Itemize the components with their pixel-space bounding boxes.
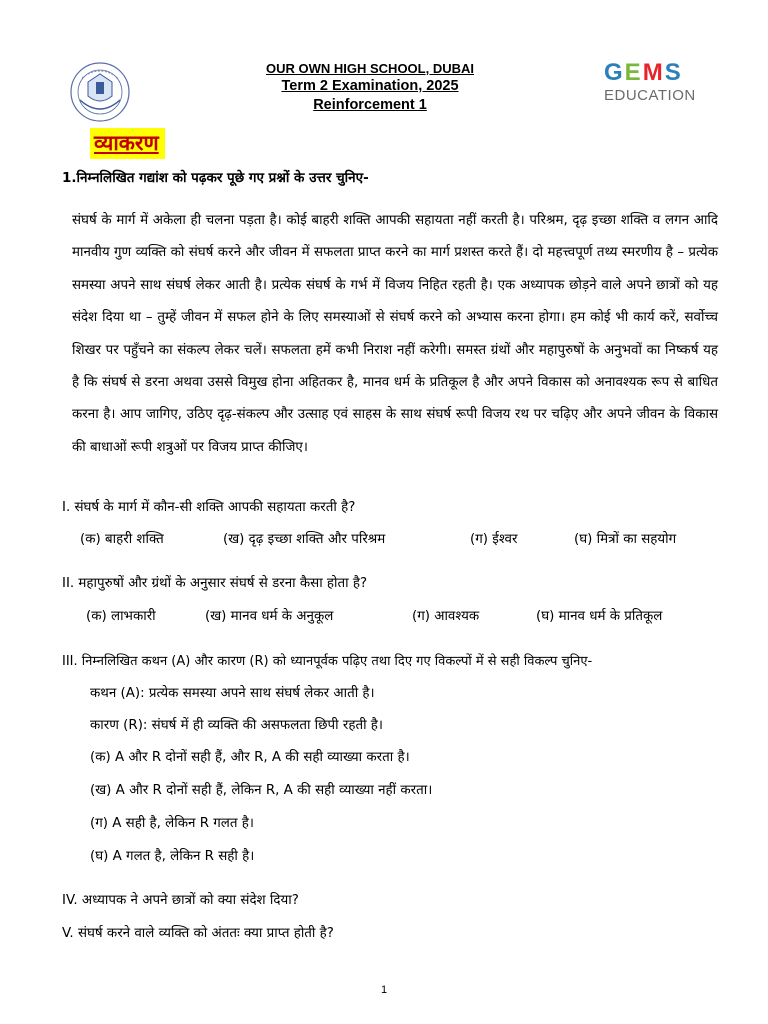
school-name: OUR OWN HIGH SCHOOL, DUBAI bbox=[266, 61, 474, 76]
gems-wordmark bbox=[604, 59, 704, 86]
exam-header bbox=[200, 60, 540, 115]
question-i-option-d: (घ) मित्रों का सहयोग bbox=[574, 532, 677, 547]
question-i-option-b: (ख) दृढ़ इच्छा शक्ति और परिश्रम bbox=[223, 532, 386, 547]
section-title: व्याकरण bbox=[90, 128, 165, 159]
question-v: V. संघर्ष करने वाले व्यक्ति को अंततः क्या प्राप्त होती है? bbox=[62, 926, 334, 941]
reinforcement-label: Reinforcement 1 bbox=[313, 97, 427, 113]
gems-letter-g: G bbox=[604, 59, 623, 86]
gems-education-logo bbox=[604, 59, 704, 104]
assertion-text: कथन (A): प्रत्येक समस्या अपने साथ संघर्ष लेकर आती है। bbox=[90, 686, 375, 701]
passage-text: संघर्ष के मार्ग में अकेला ही चलना पड़ता है। कोई बाहरी शक्ति आपकी सहायता नहीं करती है। परिश्रम, दृढ़ इच्छा शक्ति व लगन आदि मानवीय गुण व्यक्ति को संघर्ष करने और जीवन में सफलता प्राप्त करने का मार्ग प्रशस्त करते हैं। दो महत्त्वपूर्ण तथ्य स्मरणीय है – प्रत्येक समस्या अपने साथ संघर्ष लेकर आती है। प्रत्येक संघर्ष के गर्भ में विजय निहित रहती है। एक अध्यापक छोड़ने वाले अपने छात्रों को यह संदेश दिया था – तुम्हें जीवन में सफल होने के लिए समस्याओं से संघर्ष करने को अभ्यास करना होगा। हम कोई भी कार्य करें, सर्वोच्च शिखर पर पहुँचने का संकल्प लेकर चलें। सफलता हमें कभी निराश नहीं करेगी। समस्त ग्रंथों और महापुरुषों के अनुभवों का निष्कर्ष यह है कि संघर्ष से डरना अथवा उससे विमुख होना अहितकर है, मानव धर्म के प्रतिकूल है और अपने विकास को अनावश्यक रूप से बाधित करना है। आप जागिए, उठिए दृढ़-संकल्प और उत्साह एवं साहस के साथ संघर्ष रूपी विजय रथ पर चढ़िए और अपने जीवन के विकास की बाधाओं रूपी शत्रुओं पर विजय प्राप्त कीजिए। bbox=[72, 213, 718, 455]
gems-education-text: EDUCATION bbox=[604, 87, 696, 104]
question-iii: III. निम्नलिखित कथन (A) और कारण (R) को ध्यानपूर्वक पढ़िए तथा दिए गए विकल्पों में से सही विकल्प चुनिए- bbox=[62, 654, 593, 669]
question-iii-option-b: (ख) A और R दोनों सही हैं, लेकिन R, A की सही व्याख्या नहीं करता। bbox=[90, 783, 433, 798]
question-i: I. संघर्ष के मार्ग में कौन-सी शक्ति आपकी सहायता करती है? bbox=[62, 500, 356, 515]
question-iii-option-a: (क) A और R दोनों सही हैं, और R, A की सही व्याख्या करता है। bbox=[90, 750, 410, 765]
question-iii-option-c: (ग) A सही है, लेकिन R गलत है। bbox=[90, 816, 254, 831]
gems-letter-e: E bbox=[624, 59, 641, 86]
question-iii-option-d: (घ) A गलत है, लेकिन R सही है। bbox=[90, 849, 255, 864]
exam-term: Term 2 Examination, 2025 bbox=[281, 78, 459, 94]
question-ii: II. महापुरुषों और ग्रंथों के अनुसार संघर्ष से डरना कैसा होता है? bbox=[62, 576, 368, 591]
question-i-option-c: (ग) ईश्वर bbox=[470, 532, 518, 547]
page-number: 1 bbox=[380, 984, 388, 996]
gems-letter-m: M bbox=[642, 59, 663, 86]
question-1-heading: 1.निम्नलिखित गद्यांश को पढ़कर पूछे गए प्रश्नों के उत्तर चुनिए- bbox=[62, 170, 369, 186]
question-ii-option-d: (घ) मानव धर्म के प्रतिकूल bbox=[536, 609, 663, 624]
gems-letter-s: S bbox=[664, 59, 681, 86]
question-i-option-a: (क) बाहरी शक्ति bbox=[80, 532, 164, 547]
question-ii-option-b: (ख) मानव धर्म के अनुकूल bbox=[205, 609, 334, 624]
school-crest-logo bbox=[68, 60, 132, 124]
reason-text: कारण (R): संघर्ष में ही व्यक्ति की असफलता छिपी रहती है। bbox=[90, 718, 383, 733]
question-ii-option-a: (क) लाभकारी bbox=[86, 609, 156, 624]
question-ii-option-c: (ग) आवश्यक bbox=[412, 609, 480, 624]
question-iv: IV. अध्यापक ने अपने छात्रों को क्या संदेश दिया? bbox=[62, 893, 299, 908]
